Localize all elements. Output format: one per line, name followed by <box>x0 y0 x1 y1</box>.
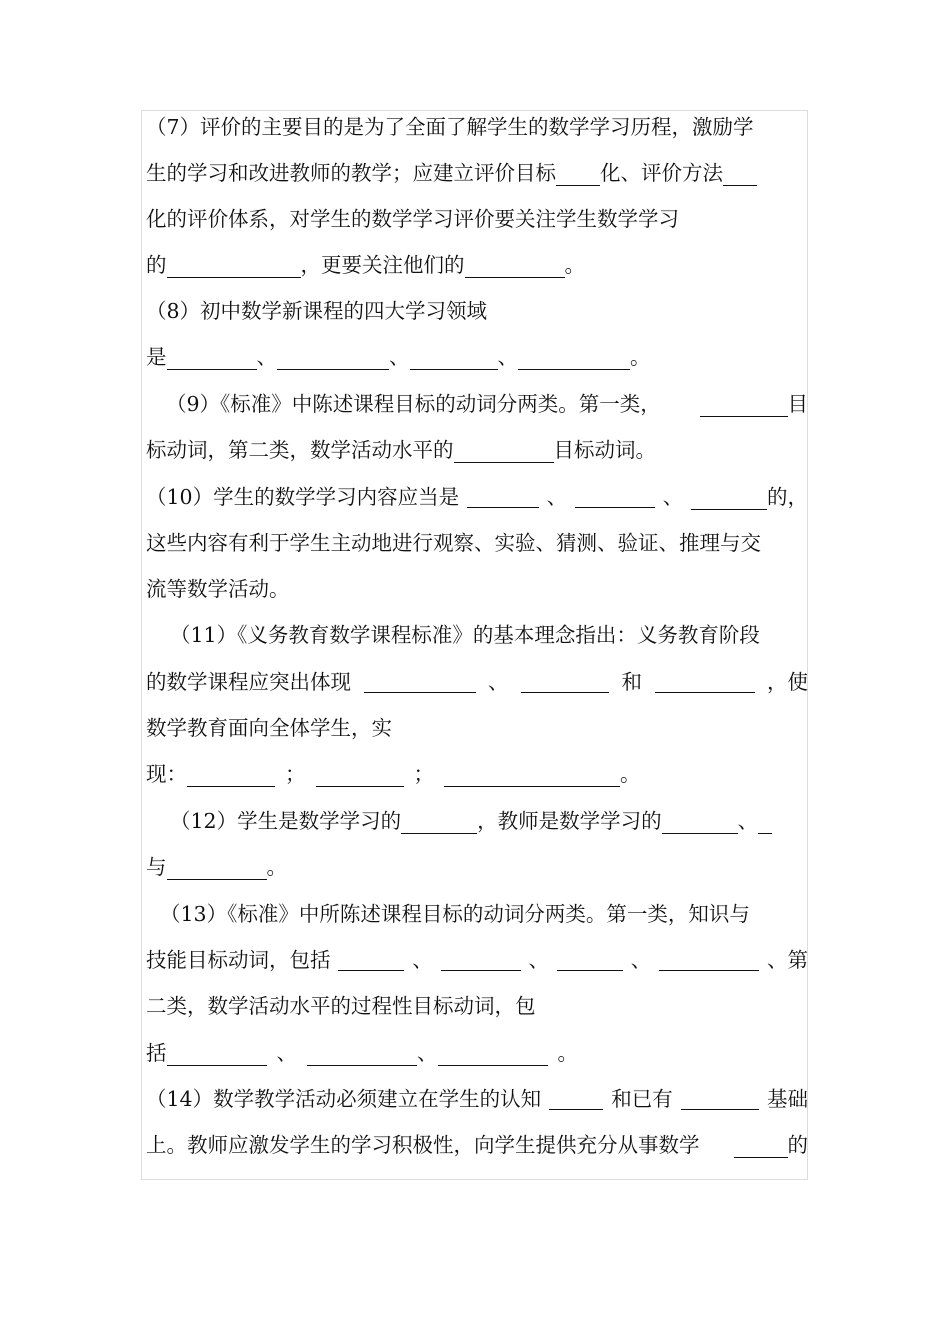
blank[interactable] <box>307 1039 417 1066</box>
blank[interactable] <box>575 481 655 508</box>
blank[interactable] <box>441 944 521 971</box>
q11-line-1 <box>146 619 808 651</box>
q14-text: 的 <box>787 1133 808 1157</box>
blank[interactable] <box>465 251 565 278</box>
q11-text: 、 <box>488 670 509 694</box>
blank[interactable] <box>438 1039 548 1066</box>
q7-text: 化的评价体系，对学生的数学学习评价要关注学生数学学习 <box>146 207 679 231</box>
q13-text: 、 <box>412 948 433 972</box>
q13-line-2 <box>146 944 808 976</box>
blank[interactable] <box>167 251 301 278</box>
q12-line-1 <box>146 805 808 837</box>
q9-text: （9）《标准》中陈述课程目标的动词分两类。第一类， <box>166 392 661 416</box>
blank[interactable] <box>723 159 757 186</box>
q11-text: （11）《义务教育数学课程标准》的基本理念指出：义务教育阶段 <box>170 623 760 647</box>
blank[interactable] <box>655 666 755 693</box>
q13-text: 二类，数学活动水平的过程性目标动词，包 <box>146 994 536 1018</box>
q11-line-2 <box>146 666 808 698</box>
q8-text: 是 <box>146 345 167 369</box>
q8-line-2 <box>146 341 808 373</box>
q13-text: 、第 <box>767 948 808 972</box>
q8-text: （8）初中数学新课程的四大学习领域 <box>146 299 488 323</box>
q13-line-3 <box>146 990 808 1022</box>
q13-text: 技能目标动词，包括 <box>146 948 331 972</box>
q13-text: 。 <box>557 1041 578 1065</box>
q9-text: 目标动词。 <box>553 438 656 462</box>
q9-line-1 <box>146 388 808 420</box>
blank[interactable] <box>167 343 257 370</box>
q7-text: （7）评价的主要目的是为了全面了解学生的数学学习历程，激励学 <box>146 115 754 139</box>
q12-text: ，教师是数学学习的 <box>477 809 662 833</box>
blank[interactable] <box>556 159 600 186</box>
q10-text: 、 <box>546 485 568 509</box>
q13-text: 、 <box>276 1041 297 1065</box>
q11-text: 现： <box>146 762 187 786</box>
blank[interactable] <box>734 1131 788 1158</box>
q9-text: 标动词，第二类，数学活动水平的 <box>146 438 454 462</box>
blank[interactable] <box>410 343 498 370</box>
blank[interactable] <box>277 343 389 370</box>
q10-text: 的， <box>767 485 808 509</box>
blank[interactable] <box>518 343 630 370</box>
blank[interactable] <box>700 390 788 417</box>
blank[interactable] <box>691 483 767 510</box>
q7-line-3 <box>146 203 808 235</box>
q14-text: 和已有 <box>611 1087 673 1111</box>
q7-text: 的 <box>146 253 167 277</box>
blank[interactable] <box>444 760 620 787</box>
q9-text: 目 <box>787 392 808 416</box>
q7-text: 。 <box>564 253 585 277</box>
blank[interactable] <box>557 944 623 971</box>
blank[interactable] <box>167 853 267 880</box>
q13-text: 、 <box>528 948 549 972</box>
q10-line-3 <box>146 573 808 605</box>
q13-line-4 <box>146 1037 808 1069</box>
q11-text: 的数学课程应突出体现 <box>146 670 351 694</box>
q8-line-1 <box>146 295 808 327</box>
q7-line-2 <box>146 157 808 189</box>
q11-text: ，使 <box>767 670 808 694</box>
q11-text: ； <box>285 762 306 786</box>
q12-line-2 <box>146 851 808 883</box>
q10-line-2 <box>146 527 808 559</box>
blank[interactable] <box>681 1083 759 1110</box>
q8-text: 、 <box>256 345 277 369</box>
q14-text: （14）数学教学活动必须建立在学生的认知 <box>146 1087 542 1111</box>
q9-line-2 <box>146 434 808 466</box>
q12-text: 、 <box>737 809 759 833</box>
q10-text: （10）学生的数学学习内容应当是 <box>146 485 460 509</box>
blank[interactable] <box>401 807 477 834</box>
q11-line-3 <box>146 712 808 744</box>
blank[interactable] <box>758 807 772 834</box>
q13-text: （13）《标准》中所陈述课程目标的动词分两类。第一类，知识与 <box>160 902 750 926</box>
q12-text: 与 <box>146 855 167 879</box>
q14-text: 基础 <box>766 1087 808 1111</box>
blank[interactable] <box>549 1083 603 1110</box>
blank[interactable] <box>467 481 539 508</box>
blank[interactable] <box>187 760 275 787</box>
q7-text: 生的学习和改进教师的教学；应建立评价目标 <box>146 161 556 185</box>
q8-text: 、 <box>389 345 410 369</box>
blank[interactable] <box>454 436 554 463</box>
q10-text: 、 <box>662 485 684 509</box>
q11-line-4 <box>146 758 808 790</box>
blank[interactable] <box>662 807 738 834</box>
q8-text: 、 <box>497 345 518 369</box>
q11-text: ； <box>413 762 434 786</box>
q11-text: 和 <box>621 670 642 694</box>
blank[interactable] <box>167 1039 267 1066</box>
q13-text: 、 <box>630 948 652 972</box>
q13-text: 、 <box>417 1041 438 1065</box>
blank[interactable] <box>659 944 759 971</box>
q12-text: 。 <box>266 855 287 879</box>
q7-text: ，更要关注他们的 <box>300 253 465 277</box>
q8-text: 。 <box>630 345 651 369</box>
q7-line-4 <box>146 249 808 281</box>
q10-text: 流等数学活动。 <box>146 577 290 601</box>
q13-line-1 <box>146 898 808 930</box>
q12-text: （12）学生是数学学习的 <box>170 809 402 833</box>
q13-text: 括 <box>146 1041 167 1065</box>
q10-line-1 <box>146 481 808 513</box>
q14-line-1 <box>146 1083 808 1115</box>
q11-text: 数学教育面向全体学生，实 <box>146 716 392 740</box>
q10-text: 这些内容有利于学生主动地进行观察、实验、猜测、验证、推理与交 <box>146 531 761 555</box>
blank[interactable] <box>338 944 404 971</box>
q11-text: 。 <box>620 762 641 786</box>
q7-text: 化、评价方法 <box>600 161 723 185</box>
q14-line-2 <box>146 1129 808 1161</box>
blank[interactable] <box>316 760 404 787</box>
q14-text: 上。教师应激发学生的学习积极性，向学生提供充分从事数学 <box>146 1133 700 1157</box>
blank[interactable] <box>364 666 476 693</box>
q7-line-1 <box>146 111 808 143</box>
blank[interactable] <box>521 666 609 693</box>
